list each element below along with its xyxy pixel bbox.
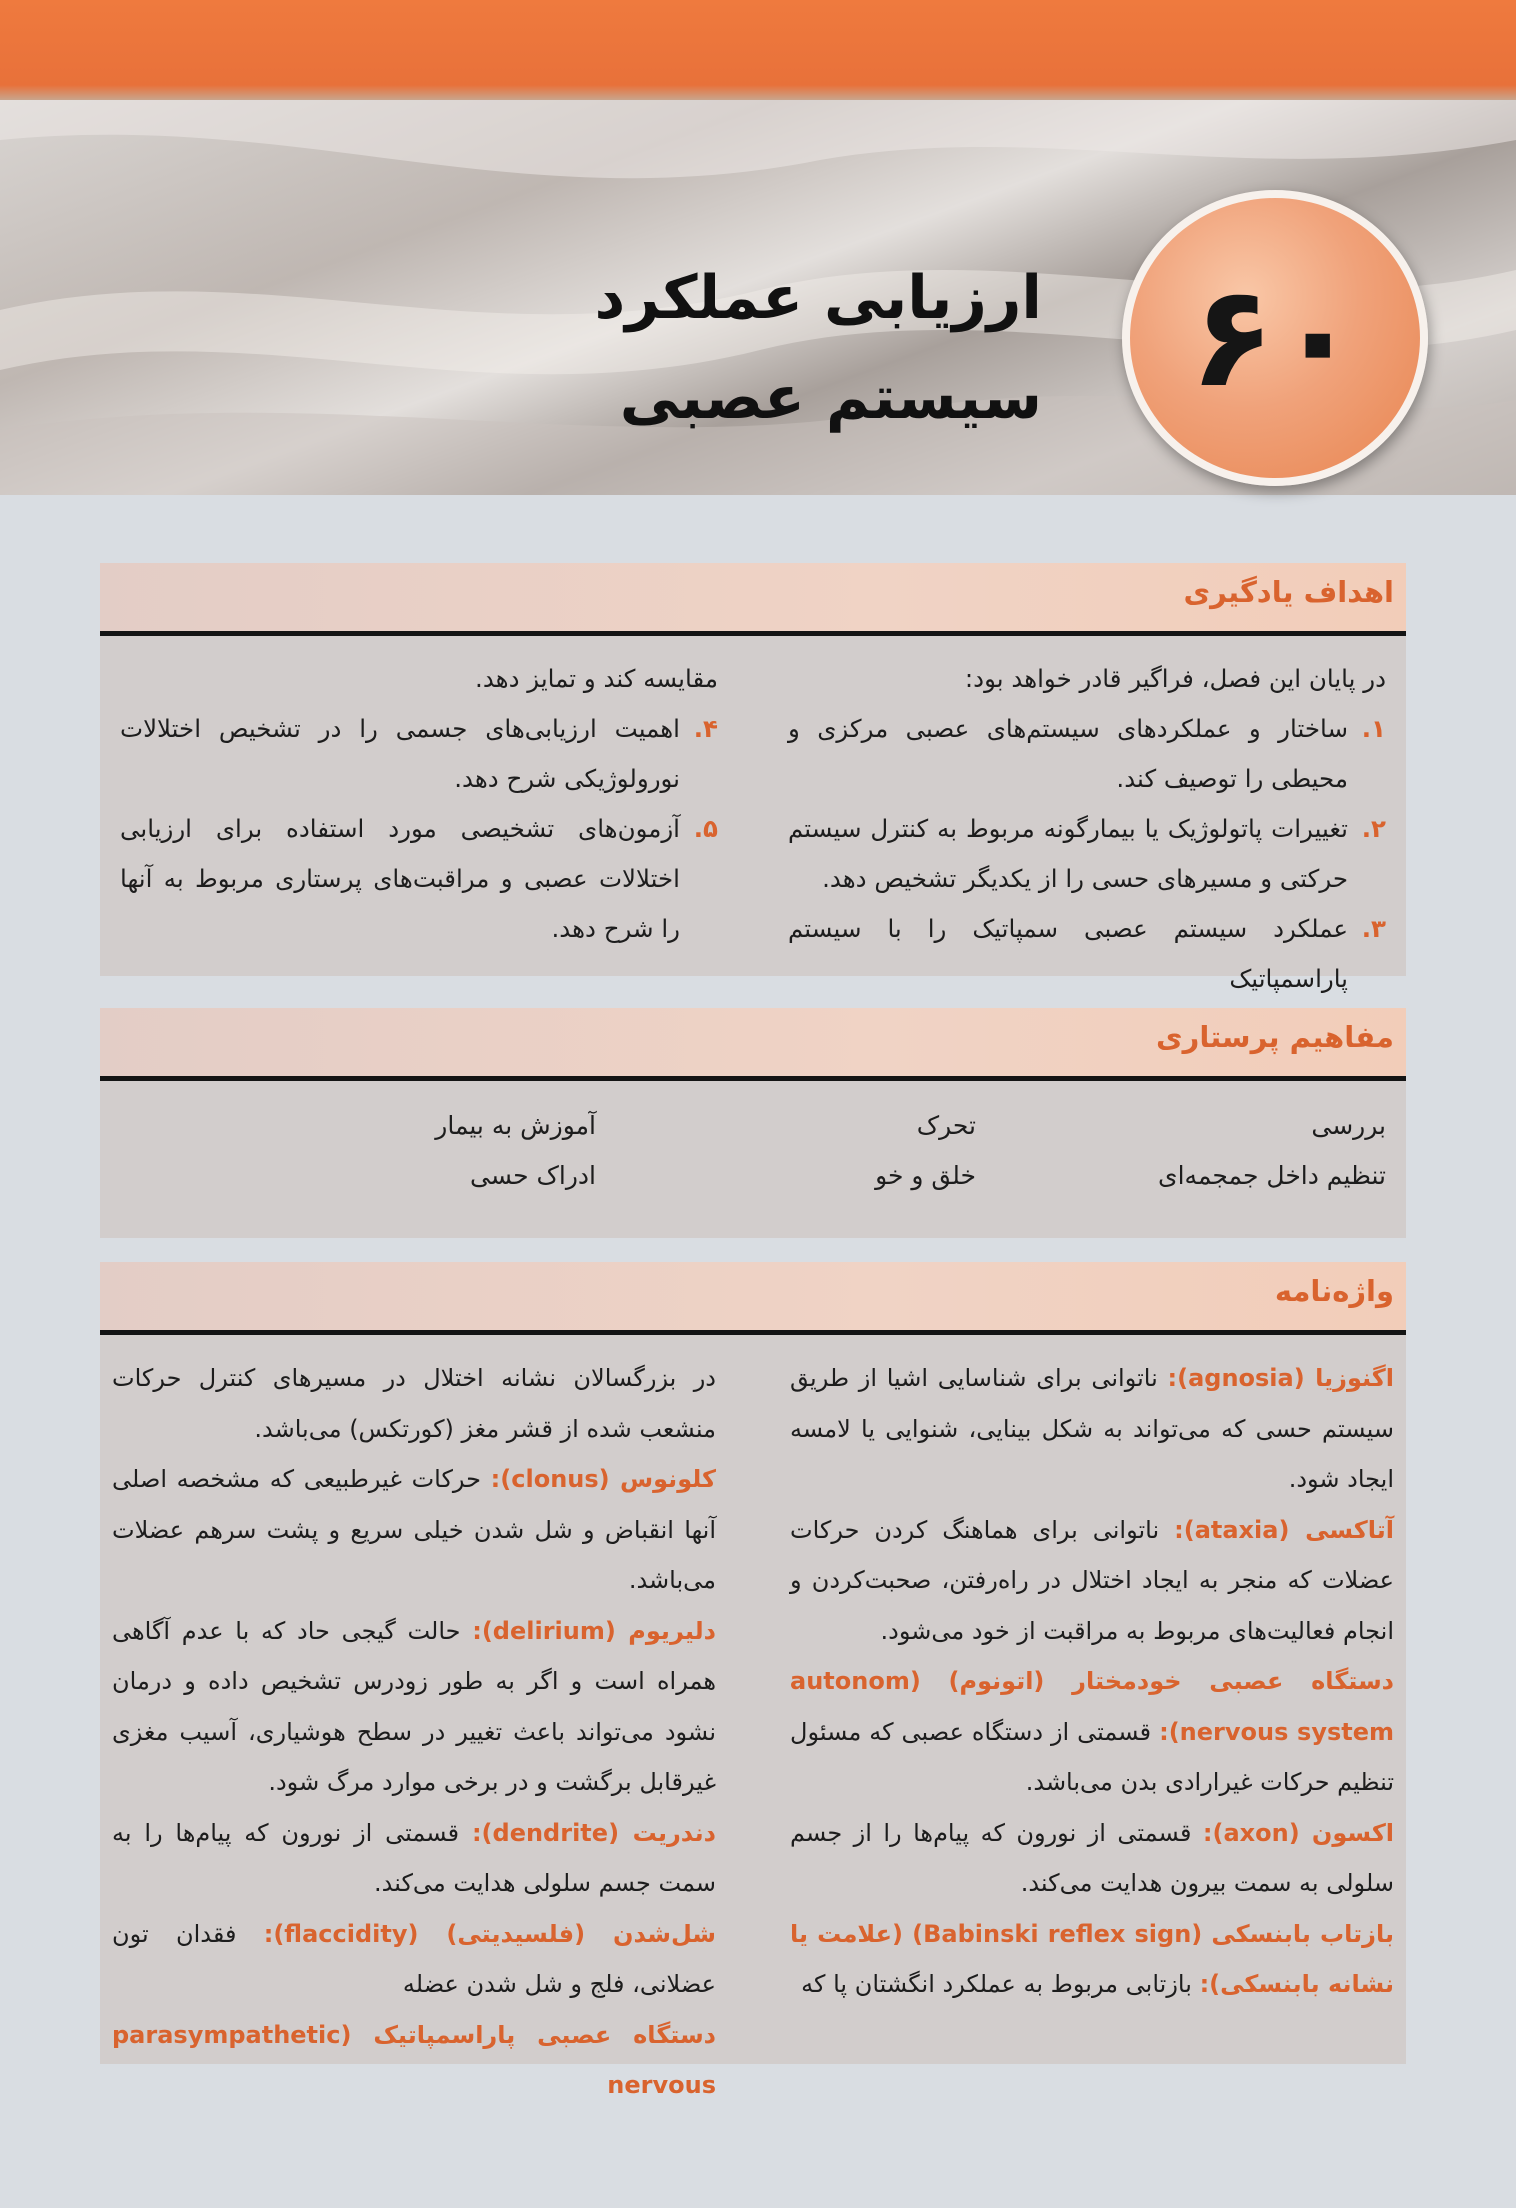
glossary-definition: بازتابی مربوط به عملکرد انگشتان پا که	[801, 1970, 1200, 1998]
glossary-term: بازتاب بابنسکی (Babinski reflex sign) (علامت یا نشانه بابنسکی):	[790, 1919, 1395, 1998]
glossary-right-column	[790, 1353, 1394, 2010]
objective-item	[788, 904, 1386, 1004]
objective-text: تغییرات پاتولوژیک یا بیمارگونه مربوط به کنترل سیستم حرکتی و مسیرهای حسی را از یکدیگر تشخیص دهد.	[788, 814, 1348, 893]
glossary-definition: حالت گیجی حاد که با عدم آگاهی همراه است و اگر به طور زودرس تشخیص داده و درمان نشود می‌تواند باعث تغییر در سطح هوشیاری، آسیب مغزی غیرقابل برگشت و در برخی موارد مرگ شود.	[112, 1616, 716, 1796]
chapter-title-line2: سیستم عصبی	[619, 363, 1042, 433]
glossary-definition: حرکات غیرطبیعی که مشخصه اصلی آنها انقباض و شل شدن خیلی سریع و پشت سرهم عضلات می‌باشد.	[112, 1465, 716, 1594]
glossary-entry	[112, 1909, 716, 2010]
concepts-list	[100, 1081, 1406, 1229]
objective-text: ساختار و عملکردهای سیستم‌های عصبی مرکزی و محیطی را توصیف کند.	[788, 714, 1348, 793]
concepts-header	[100, 1008, 1406, 1076]
concepts-section	[100, 1008, 1406, 1238]
objective-continuation: مقایسه کند و تمایز دهد.	[475, 664, 718, 693]
objective-number: ۳.	[1361, 914, 1386, 943]
glossary-heading: واژه‌نامه	[1274, 1274, 1394, 1308]
objective-number: ۴.	[693, 714, 718, 743]
glossary-term: آتاکسی (ataxia):	[1174, 1515, 1394, 1544]
chapter-title-line1: ارزیابی عملکرد	[594, 263, 1042, 333]
objective-item	[788, 804, 1386, 904]
glossary-definition: قسمتی از نورون که پیام‌ها را به سمت جسم سلولی هدایت می‌کند.	[112, 1818, 716, 1897]
glossary-definition: قسمتی از دستگاه عصبی که مسئول تنظیم حرکات غیرارادی بدن می‌باشد.	[790, 1717, 1394, 1796]
glossary-entry	[790, 1909, 1394, 2010]
glossary-definition: ناتوانی برای هماهنگ کردن حرکات عضلات که منجر به ایجاد اختلال در راه‌رفتن، صحبت‌کردن و انجام فعالیت‌های مربوط به مراقبت از خود می‌شود.	[790, 1515, 1394, 1645]
glossary-left-column	[112, 1353, 716, 2111]
objectives-intro: در پایان این فصل، فراگیر قادر خواهد بود:	[964, 664, 1386, 693]
chapter-title	[442, 248, 1042, 448]
glossary-term: دندریت (dendrite):	[471, 1818, 716, 1847]
concept-item: آموزش به بیمار	[435, 1111, 596, 1140]
concepts-heading: مفاهیم پرستاری	[1156, 1020, 1394, 1054]
glossary-term: دستگاه عصبی خودمختار (اتونوم) (autonom nervous system):	[790, 1667, 1395, 1746]
glossary-term: کلونوس (clonus):	[490, 1465, 716, 1493]
glossary-entry	[112, 2010, 716, 2111]
glossary-entry	[112, 1606, 716, 1808]
objectives-rule	[100, 631, 1406, 636]
glossary-term: اکسون (axon):	[1202, 1818, 1395, 1847]
objective-number: ۲.	[1361, 814, 1386, 843]
glossary-entry	[112, 1808, 716, 1909]
objective-item	[120, 704, 718, 804]
glossary-entry	[790, 1656, 1394, 1808]
glossary-term: شل‌شدن (فلسیدیتی) (flaccidity):	[263, 1919, 716, 1948]
glossary-entry	[790, 1353, 1394, 1505]
glossary-definition: فقدان تون عضلانی، فلج و شل شدن عضله	[112, 1919, 716, 1998]
objectives-section	[100, 563, 1406, 993]
concept-item: بررسی	[1311, 1111, 1386, 1140]
top-color-bar	[0, 0, 1516, 100]
glossary-definition: ناتوانی برای شناسایی اشیا از طریق سیستم حسی که می‌تواند به شکل بینایی، شنوایی یا لامسه ایجاد شود.	[790, 1364, 1394, 1493]
concept-item: تحرک	[916, 1111, 976, 1140]
glossary-term: دستگاه عصبی پاراسمپاتیک (parasympathetic nervous	[112, 2020, 716, 2099]
chapter-number-badge	[1122, 190, 1428, 486]
objective-text: اهمیت ارزیابی‌های جسمی را در تشخیص اختلالات نورولوژیکی شرح دهد.	[120, 714, 680, 793]
objective-item	[788, 704, 1386, 804]
glossary-definition: قسمتی از نورون که پیام‌ها را از جسم سلولی به سمت بیرون هدایت می‌کند.	[790, 1818, 1394, 1897]
objectives-heading: اهداف یادگیری	[1183, 575, 1394, 609]
chapter-number: ۶۰	[1189, 256, 1361, 419]
glossary-entry	[790, 1808, 1394, 1909]
objective-number: ۱.	[1361, 714, 1386, 743]
objectives-left-column	[120, 654, 718, 954]
glossary-continuation: در بزرگسالان نشانه اختلال در مسیرهای کنترل حرکات منشعب شده از قشر مغز (کورتکس) می‌باشد.	[112, 1364, 716, 1443]
objective-text: آزمون‌های تشخیصی مورد استفاده برای ارزیابی اختلالات عصبی و مراقبت‌های پرستاری مربوط به آنها را شرح دهد.	[120, 814, 680, 943]
objectives-right-column	[788, 654, 1386, 1004]
objective-text: عملکرد سیستم عصبی سمپاتیک را با سیستم پاراسمپاتیک	[788, 914, 1348, 993]
objectives-header	[100, 563, 1406, 631]
objective-number: ۵.	[693, 814, 718, 843]
objective-item	[120, 804, 718, 954]
glossary-section	[100, 1262, 1406, 2099]
concept-item: خلق و خو	[875, 1161, 976, 1190]
glossary-rule	[100, 1330, 1406, 1335]
glossary-term: اگنوزیا (agnosia):	[1167, 1364, 1394, 1392]
concept-item: ادراک حسی	[469, 1161, 596, 1190]
glossary-term: دلیریوم (delirium):	[472, 1616, 716, 1645]
glossary-entry	[112, 1454, 716, 1606]
concept-item: تنظیم داخل جمجمه‌ای	[1158, 1161, 1386, 1190]
glossary-header	[100, 1262, 1406, 1330]
glossary-entry	[790, 1505, 1394, 1657]
